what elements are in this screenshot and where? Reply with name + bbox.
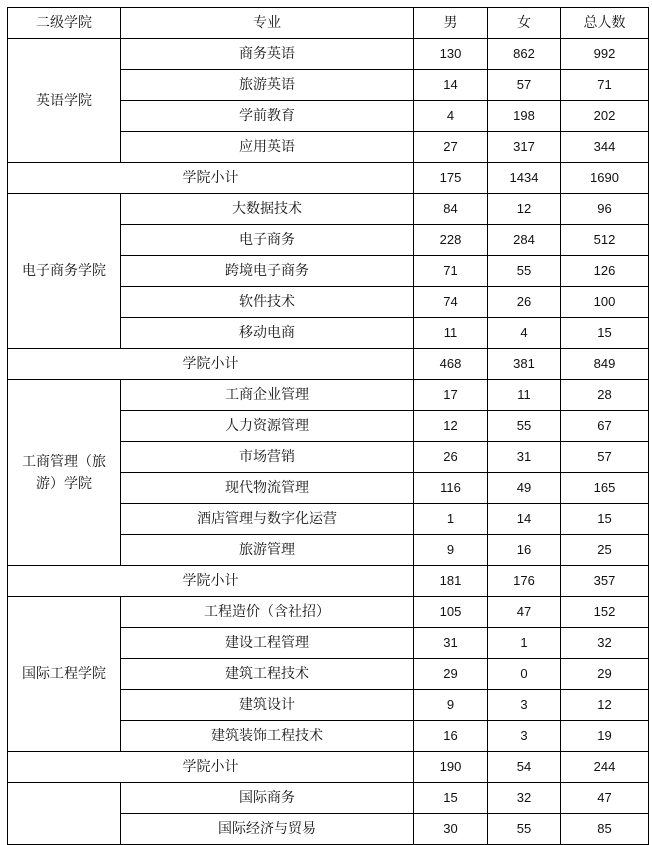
header-male: 男 bbox=[414, 8, 488, 39]
total-count-cell: 344 bbox=[561, 132, 649, 163]
male-count-cell: 16 bbox=[414, 721, 488, 752]
major-name-cell: 建筑装饰工程技术 bbox=[121, 721, 414, 752]
major-name-cell: 酒店管理与数字化运营 bbox=[121, 504, 414, 535]
total-count-cell: 67 bbox=[561, 411, 649, 442]
subtotal-label-cell: 学院小计 bbox=[8, 163, 414, 194]
female-count-cell: 14 bbox=[488, 504, 561, 535]
college-name-cell: 工商管理（旅游）学院 bbox=[8, 380, 121, 566]
female-count-cell: 198 bbox=[488, 101, 561, 132]
male-count-cell: 74 bbox=[414, 287, 488, 318]
subtotal-total-cell: 357 bbox=[561, 566, 649, 597]
major-name-cell: 电子商务 bbox=[121, 225, 414, 256]
male-count-cell: 9 bbox=[414, 535, 488, 566]
major-name-cell: 学前教育 bbox=[121, 101, 414, 132]
male-count-cell: 15 bbox=[414, 783, 488, 814]
male-count-cell: 11 bbox=[414, 318, 488, 349]
enrollment-table bbox=[7, 7, 649, 845]
major-name-cell: 建筑工程技术 bbox=[121, 659, 414, 690]
male-count-cell: 12 bbox=[414, 411, 488, 442]
total-count-cell: 100 bbox=[561, 287, 649, 318]
subtotal-row bbox=[8, 349, 649, 380]
header-row bbox=[8, 8, 649, 39]
major-name-cell: 大数据技术 bbox=[121, 194, 414, 225]
subtotal-male-cell: 190 bbox=[414, 752, 488, 783]
male-count-cell: 1 bbox=[414, 504, 488, 535]
major-name-cell: 工程造价（含社招） bbox=[121, 597, 414, 628]
male-count-cell: 30 bbox=[414, 814, 488, 845]
female-count-cell: 284 bbox=[488, 225, 561, 256]
male-count-cell: 17 bbox=[414, 380, 488, 411]
total-count-cell: 28 bbox=[561, 380, 649, 411]
female-count-cell: 31 bbox=[488, 442, 561, 473]
major-name-cell: 国际商务 bbox=[121, 783, 414, 814]
female-count-cell: 0 bbox=[488, 659, 561, 690]
female-count-cell: 47 bbox=[488, 597, 561, 628]
subtotal-label-cell: 学院小计 bbox=[8, 566, 414, 597]
major-row bbox=[8, 194, 649, 225]
total-count-cell: 47 bbox=[561, 783, 649, 814]
major-name-cell: 现代物流管理 bbox=[121, 473, 414, 504]
subtotal-row bbox=[8, 163, 649, 194]
total-count-cell: 71 bbox=[561, 70, 649, 101]
male-count-cell: 9 bbox=[414, 690, 488, 721]
male-count-cell: 31 bbox=[414, 628, 488, 659]
college-name-cell: 国际工程学院 bbox=[8, 597, 121, 752]
total-count-cell: 19 bbox=[561, 721, 649, 752]
college-name-cell: 电子商务学院 bbox=[8, 194, 121, 349]
female-count-cell: 26 bbox=[488, 287, 561, 318]
college-name-cell: 英语学院 bbox=[8, 39, 121, 163]
major-row bbox=[8, 380, 649, 411]
total-count-cell: 57 bbox=[561, 442, 649, 473]
header-total: 总人数 bbox=[561, 8, 649, 39]
total-count-cell: 15 bbox=[561, 504, 649, 535]
total-count-cell: 12 bbox=[561, 690, 649, 721]
male-count-cell: 27 bbox=[414, 132, 488, 163]
major-name-cell: 旅游管理 bbox=[121, 535, 414, 566]
subtotal-male-cell: 175 bbox=[414, 163, 488, 194]
table-body bbox=[8, 39, 649, 845]
male-count-cell: 4 bbox=[414, 101, 488, 132]
male-count-cell: 26 bbox=[414, 442, 488, 473]
female-count-cell: 11 bbox=[488, 380, 561, 411]
female-count-cell: 55 bbox=[488, 814, 561, 845]
female-count-cell: 12 bbox=[488, 194, 561, 225]
total-count-cell: 85 bbox=[561, 814, 649, 845]
total-count-cell: 202 bbox=[561, 101, 649, 132]
total-count-cell: 165 bbox=[561, 473, 649, 504]
subtotal-male-cell: 468 bbox=[414, 349, 488, 380]
subtotal-label-cell: 学院小计 bbox=[8, 349, 414, 380]
major-name-cell: 应用英语 bbox=[121, 132, 414, 163]
female-count-cell: 55 bbox=[488, 411, 561, 442]
female-count-cell: 55 bbox=[488, 256, 561, 287]
major-name-cell: 跨境电子商务 bbox=[121, 256, 414, 287]
header-major: 专业 bbox=[121, 8, 414, 39]
female-count-cell: 3 bbox=[488, 721, 561, 752]
subtotal-female-cell: 54 bbox=[488, 752, 561, 783]
subtotal-label-cell: 学院小计 bbox=[8, 752, 414, 783]
major-name-cell: 建筑设计 bbox=[121, 690, 414, 721]
subtotal-row bbox=[8, 752, 649, 783]
major-name-cell: 人力资源管理 bbox=[121, 411, 414, 442]
header-female: 女 bbox=[488, 8, 561, 39]
total-count-cell: 512 bbox=[561, 225, 649, 256]
subtotal-total-cell: 244 bbox=[561, 752, 649, 783]
subtotal-row bbox=[8, 566, 649, 597]
female-count-cell: 16 bbox=[488, 535, 561, 566]
total-count-cell: 992 bbox=[561, 39, 649, 70]
major-name-cell: 市场营销 bbox=[121, 442, 414, 473]
major-row bbox=[8, 39, 649, 70]
major-name-cell: 旅游英语 bbox=[121, 70, 414, 101]
major-name-cell: 建设工程管理 bbox=[121, 628, 414, 659]
female-count-cell: 32 bbox=[488, 783, 561, 814]
total-count-cell: 126 bbox=[561, 256, 649, 287]
major-name-cell: 商务英语 bbox=[121, 39, 414, 70]
total-count-cell: 15 bbox=[561, 318, 649, 349]
total-count-cell: 152 bbox=[561, 597, 649, 628]
female-count-cell: 57 bbox=[488, 70, 561, 101]
male-count-cell: 130 bbox=[414, 39, 488, 70]
female-count-cell: 862 bbox=[488, 39, 561, 70]
major-name-cell: 工商企业管理 bbox=[121, 380, 414, 411]
male-count-cell: 105 bbox=[414, 597, 488, 628]
total-count-cell: 25 bbox=[561, 535, 649, 566]
total-count-cell: 29 bbox=[561, 659, 649, 690]
major-row bbox=[8, 783, 649, 814]
female-count-cell: 317 bbox=[488, 132, 561, 163]
college-name-cell bbox=[8, 783, 121, 845]
female-count-cell: 3 bbox=[488, 690, 561, 721]
total-count-cell: 32 bbox=[561, 628, 649, 659]
subtotal-female-cell: 381 bbox=[488, 349, 561, 380]
major-name-cell: 软件技术 bbox=[121, 287, 414, 318]
male-count-cell: 84 bbox=[414, 194, 488, 225]
header-college: 二级学院 bbox=[8, 8, 121, 39]
subtotal-male-cell: 181 bbox=[414, 566, 488, 597]
female-count-cell: 49 bbox=[488, 473, 561, 504]
subtotal-female-cell: 176 bbox=[488, 566, 561, 597]
subtotal-total-cell: 849 bbox=[561, 349, 649, 380]
male-count-cell: 116 bbox=[414, 473, 488, 504]
female-count-cell: 1 bbox=[488, 628, 561, 659]
major-row bbox=[8, 597, 649, 628]
male-count-cell: 29 bbox=[414, 659, 488, 690]
major-name-cell: 移动电商 bbox=[121, 318, 414, 349]
male-count-cell: 228 bbox=[414, 225, 488, 256]
male-count-cell: 71 bbox=[414, 256, 488, 287]
female-count-cell: 4 bbox=[488, 318, 561, 349]
male-count-cell: 14 bbox=[414, 70, 488, 101]
major-name-cell: 国际经济与贸易 bbox=[121, 814, 414, 845]
subtotal-total-cell: 1690 bbox=[561, 163, 649, 194]
subtotal-female-cell: 1434 bbox=[488, 163, 561, 194]
total-count-cell: 96 bbox=[561, 194, 649, 225]
